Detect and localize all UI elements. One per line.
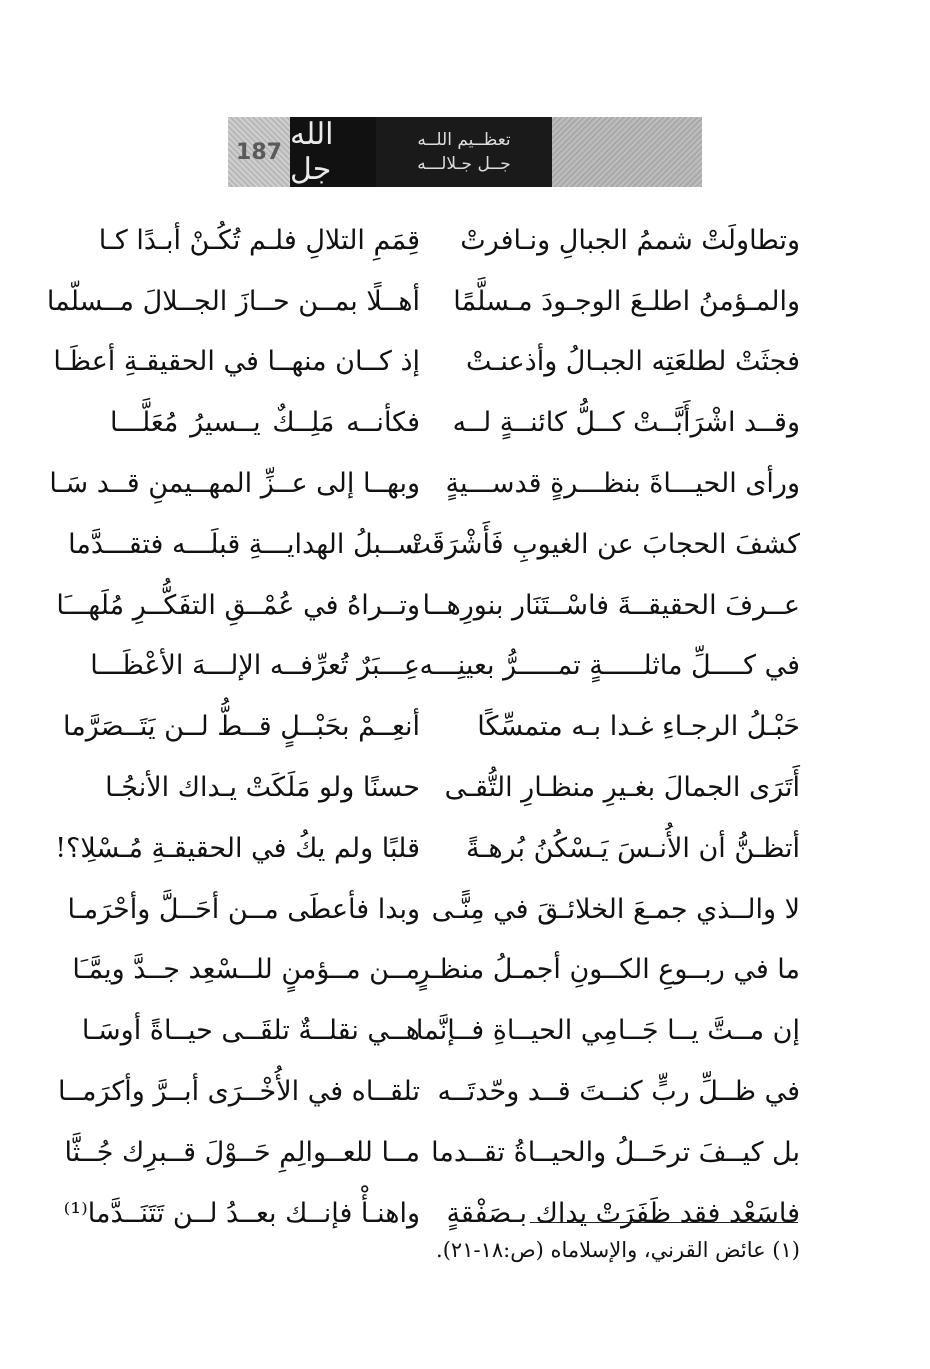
- verse-second-hemistich: قِمَمِ التلالِ فلـم تُكُـنْ أبـدًا كـا: [98, 224, 420, 256]
- verse-first-hemistich: في ظــلِّ ربٍّ كنــتَ قــد وحّدتَــه: [437, 1076, 800, 1108]
- verse-first-hemistich: حَبْـلُ الرجـاءِ غـدا بـه متمسِّكًا: [477, 711, 800, 743]
- verse-first-hemistich: لا والــذي جمـعَ الخلائـقَ في مِنًّـى: [431, 893, 800, 925]
- verse-second-hemistich: أنعِــمْ بحَبْــلٍ قــطُّ لــن يَتَــصَرَّما: [63, 711, 420, 743]
- verse-row: [57, 1061, 800, 1122]
- verse-second-hemistich: واهنـأْ فإنــك بعــدُ لــن تَتَنَــدَّما⁽¹⁾: [63, 1197, 420, 1229]
- page-header: [228, 117, 702, 187]
- verse-first-hemistich: وقــد اشْرَأَبَّــتْ كــلُّ كائنــةٍ لــه: [452, 407, 800, 439]
- verse-second-hemistich: فكأنــه مَلِــكٌ يــسيرُ مُعَلَّـــا: [110, 407, 420, 439]
- verse-row: [63, 696, 800, 757]
- header-title-line1: تعظــيم اللــه: [417, 130, 511, 150]
- verse-second-hemistich: إذ كــان منهــا في الحقيقـةِ أعظَـا: [53, 346, 420, 378]
- verse-row: [64, 1122, 800, 1183]
- verse-first-hemistich: بل كيــفَ ترحَــلُ والحيــاةُ تقــدما: [431, 1136, 800, 1168]
- verse-first-hemistich: ما في ربــوعِ الكــونِ أجمـلُ منظـرٍ: [416, 954, 800, 986]
- verse-row: [46, 271, 800, 332]
- verse-first-hemistich: فاسَعْد فقد ظَفَرَتْ يداك بـصَفْقةٍ: [446, 1197, 800, 1229]
- page-number: 187: [236, 139, 282, 165]
- verse-second-hemistich: أهــلًا بمــن حــازَ الجــلالَ مــسلّما: [46, 285, 420, 317]
- verse-row: [72, 940, 800, 1001]
- verse-first-hemistich: كشفَ الحجابَ عن الغيوبِ فَأَشْرَقَتْ: [405, 528, 800, 560]
- verse-row: [98, 210, 800, 271]
- verse-row: [63, 1183, 800, 1244]
- page-number-box: [228, 117, 290, 187]
- verse-second-hemistich: وبهــا إلى عــزِّ المهــيمنِ قــد سَـا: [49, 468, 420, 500]
- verse-row: [68, 514, 800, 575]
- logo-text: الله جل: [290, 117, 334, 187]
- verse-second-hemistich: عِـــبَرٌ تُعرِّفــه الإلـــهَ الأعْظَـــا: [90, 650, 420, 682]
- header-title: [376, 117, 552, 187]
- allah-calligraphy-logo: [290, 117, 376, 187]
- verse-row: [49, 453, 800, 514]
- verse-second-hemistich: وبدا فأعطَى مــن أحَــلَّ وأحْرَمـا: [67, 893, 420, 925]
- verse-first-hemistich: فجثَتْ لطلعَتِه الجبـالُ وأذعنـتْ: [465, 346, 800, 378]
- verse-first-hemistich: عــرفَ الحقيقــةَ فاسْــتَنَار بنورِهــا: [422, 589, 800, 621]
- footnote-divider: [530, 1222, 798, 1223]
- verse-second-hemistich: تلقــاه في الأُخْــرَى أبــرَّ وأكرَمــا: [57, 1076, 420, 1108]
- verse-second-hemistich: وتــراهُ في عُمْــقِ التفَكُّــرِ مُلَهـــَا: [56, 589, 420, 621]
- verse-first-hemistich: إن مــتَّ يــا جَــامِي الحيــاةِ فــإنَّما: [415, 1015, 800, 1047]
- header-title-line2: جــل جـلالـــه: [417, 154, 511, 174]
- verse-first-hemistich: أتظـنُّ أن الأُنـسَ يَـسْكُنُ بُرهـةً: [465, 832, 800, 864]
- verse-first-hemistich: وتطاولَتْ شممُ الجبالِ ونـافرتْ: [460, 224, 800, 256]
- header-series-box: [552, 117, 702, 187]
- verse-row: [110, 392, 800, 453]
- verse-row: [56, 575, 800, 636]
- verse-row: [53, 332, 800, 393]
- poem-body: [46, 210, 800, 1244]
- verse-second-hemistich: مــا للعــوالِمِ حَــوْلَ قــبرِك جُــثَّا: [64, 1136, 420, 1168]
- verse-first-hemistich: ورأى الحيـــاةَ بنظـــرةٍ قدســـيةٍ: [445, 468, 800, 500]
- verse-first-hemistich: أَتَرَى الجمالَ بغـيرِ منظـارِ التُّقـى: [444, 772, 800, 804]
- verse-row: [105, 757, 800, 818]
- footnote: (١) عائض القرني، والإسلاماه (ص:١٨-٢١).: [436, 1238, 800, 1262]
- verse-row: [55, 818, 800, 879]
- verse-first-hemistich: في كــــلِّ ماثلـــــةٍ تمـــــرُّ بعينِـــه: [419, 650, 800, 682]
- verse-second-hemistich: حسنًا ولو مَلَكَتْ يـداك الأنجُـا: [105, 772, 420, 804]
- verse-first-hemistich: والمـؤمنُ اطلـعَ الوجـودَ مـسلَّمًا: [453, 285, 800, 317]
- verse-second-hemistich: هــي نقلــةٌ تلقَــى حيــاةً أوسَـا: [81, 1015, 420, 1047]
- verse-row: [81, 1000, 800, 1061]
- verse-second-hemistich: ســبلُ الهدايـــةِ قبلَـــه فتقـــدَّما: [68, 528, 420, 560]
- verse-row: [90, 636, 800, 697]
- verse-second-hemistich: مــن مــؤمنٍ للــسْعِد جــدَّ ويمَّـَا: [72, 954, 420, 986]
- verse-row: [67, 879, 800, 940]
- verse-second-hemistich: قلبًا ولم يكُ في الحقيقـةِ مُـسْلِا؟!: [55, 832, 420, 864]
